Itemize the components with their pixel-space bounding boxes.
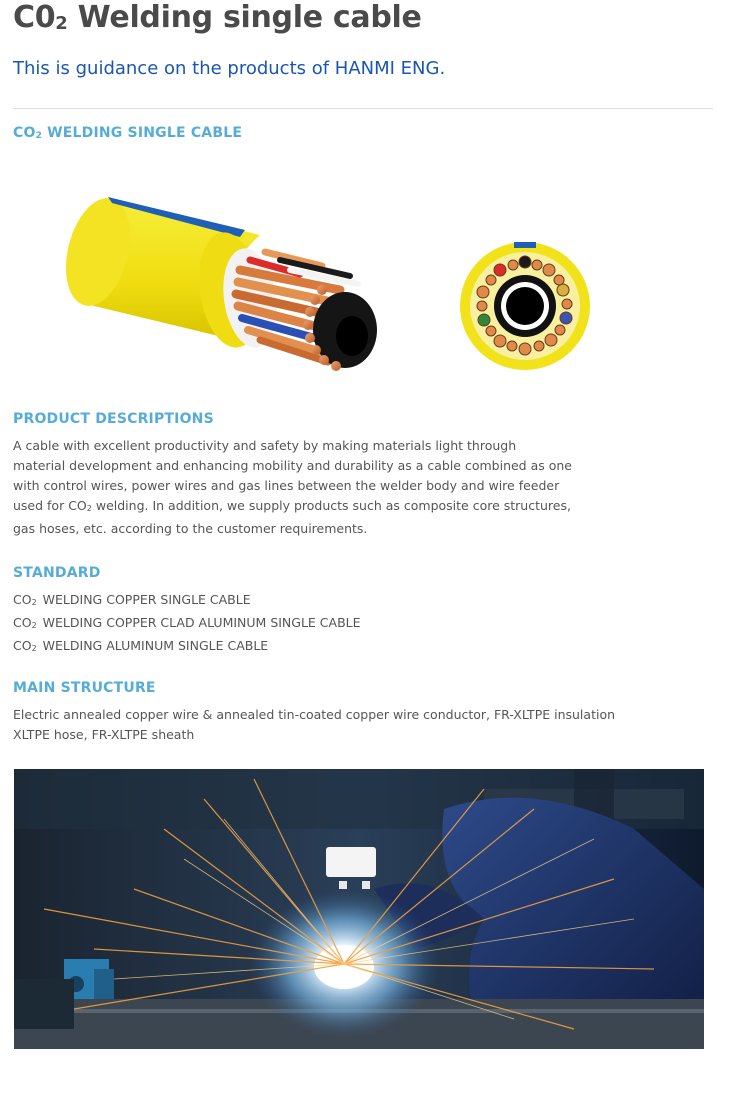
cable-side-image bbox=[60, 190, 390, 375]
structure-heading: MAIN STRUCTURE bbox=[13, 680, 156, 696]
page-subtitle: This is guidance on the products of HANMI ENG. bbox=[13, 58, 446, 79]
standard-item: $CO_2$ WELDING COPPER CLAD ALUMINUM SINGLE CABLE bbox=[13, 615, 361, 630]
standard-list bbox=[13, 590, 361, 659]
welding-photo bbox=[14, 769, 704, 1049]
standard-item: $CO_2$ WELDING ALUMINUM SINGLE CABLE bbox=[13, 638, 269, 653]
page-title: $C0_2$ Welding single cable bbox=[13, 0, 422, 35]
cable-cross-section-image bbox=[455, 238, 595, 373]
standard-heading: STANDARD bbox=[13, 565, 101, 581]
standard-item: $CO_2$ WELDING COPPER SINGLE CABLE bbox=[13, 592, 251, 607]
structure-text: Electric annealed copper wire & annealed tin-coated copper wire conductor, FR-XLTPE insulation XLTPE hose, FR-XLTPE sheath bbox=[13, 707, 616, 742]
product-heading: $CO_2$ WELDING SINGLE CABLE bbox=[13, 125, 243, 141]
divider bbox=[13, 108, 713, 109]
descriptions-text: A cable with excellent productivity and safety by making materials light through material development and enhancing mobility and durability as a cable combined as one with control wires, power wires and gas lines between the welder body and wire feeder used for $CO_2$ welding. In addition, we supply products such as composite core structures, gas hoses, etc. according to the customer requirements. bbox=[13, 438, 572, 536]
descriptions-heading: PRODUCT DESCRIPTIONS bbox=[13, 411, 214, 427]
